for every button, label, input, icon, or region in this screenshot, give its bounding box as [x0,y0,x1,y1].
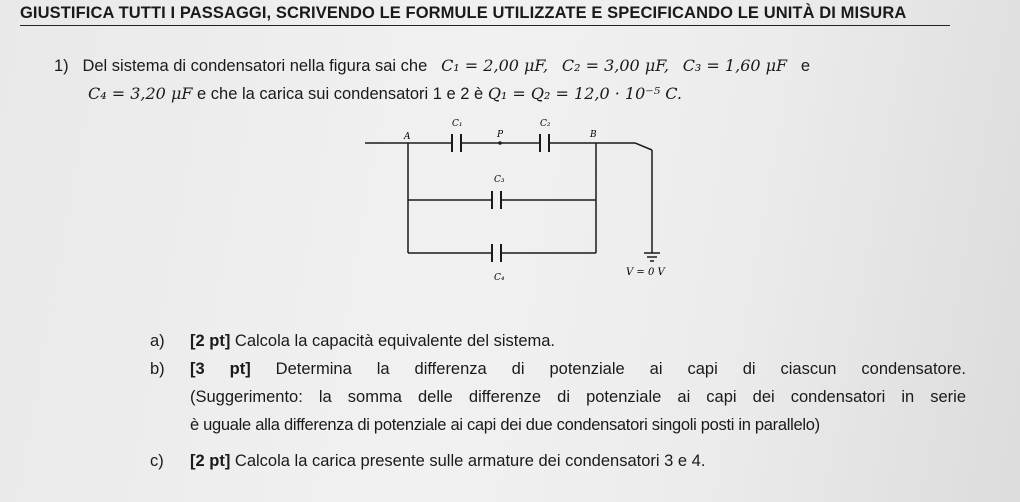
question-c [150,452,705,471]
label-c3: C₃ [494,175,505,185]
c4-value: C₄ = 3,20 μF [88,84,193,103]
label-p: P [497,130,504,140]
circuit-diagram [360,108,680,308]
problem-line-2 [88,84,682,104]
node-p [498,141,502,145]
problem-line-1 [54,56,810,76]
problem-intro: Del sistema di condensatori nella figura sai che [82,57,428,75]
question-c-label: c) [150,452,164,470]
c1-value: C₁ = 2,00 μF, [441,56,549,75]
charge-intro: e che la carica sui condensatori 1 e 2 è [197,85,484,103]
problem-number: 1) [54,57,69,75]
question-c-text: Calcola la carica presente sulle armature dei condensatori 3 e 4. [234,452,706,470]
question-a-points: [2 pt] [190,332,231,350]
question-b-points: [3 pt] [190,360,251,378]
question-a-label: a) [150,332,165,350]
hint-line-1: (Suggerimento: la somma delle differenze di potenziale ai capi dei condensatori in serie [190,388,966,406]
page-header: GIUSTIFICA TUTTI I PASSAGGI, SCRIVENDO LE FORMULE UTILIZZATE E SPECIFICANDO LE UNITÀ DI MISURA [20,4,950,26]
question-b-text: Determina la differenza di potenziale ai capi di ciascun condensatore. [275,360,966,378]
ground-label: V = 0 V [626,267,665,278]
question-c-points: [2 pt] [190,452,231,470]
question-a-text: Calcola la capacità equivalente del sistema. [234,332,556,350]
question-b-label: b) [150,360,165,378]
label-c1: C₁ [452,119,463,129]
c3-value: C₃ = 1,60 μF [682,56,788,75]
charge-value: Q₁ = Q₂ = 12,0 · 10⁻⁵ C. [487,84,682,103]
hint-line-2: è uguale alla differenza di potenziale ai capi dei due condensatori singoli posti in parallelo) [190,416,820,434]
label-b: B [590,130,597,140]
question-b [150,360,966,379]
label-c2: C₂ [540,119,551,129]
question-a [150,332,555,351]
c2-value: C₂ = 3,00 μF, [561,56,669,75]
label-a: A [404,132,411,142]
and-word: e [800,57,811,75]
label-c4: C₄ [494,273,505,283]
